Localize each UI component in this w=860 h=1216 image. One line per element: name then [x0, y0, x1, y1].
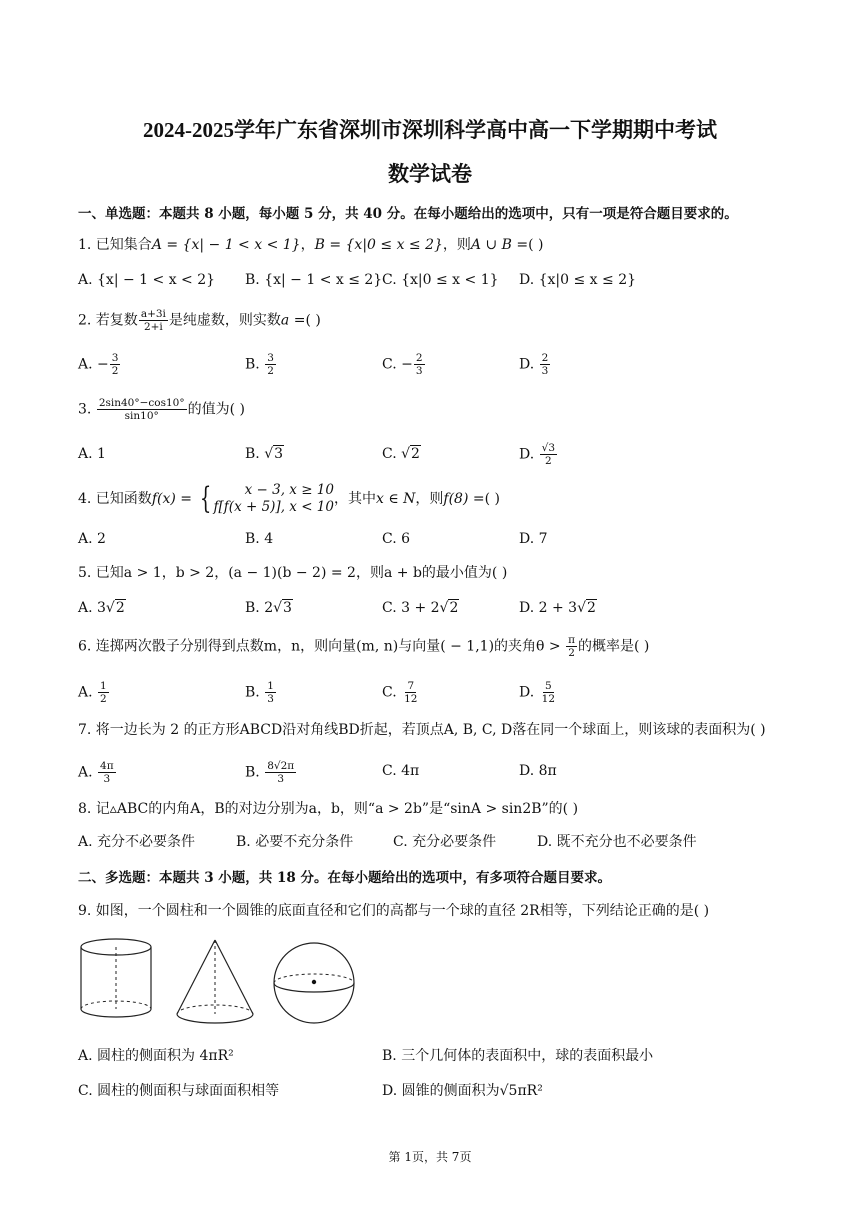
- q4-option-c: C. 6: [382, 531, 411, 547]
- q1-option-c: C. {x|0 ≤ x < 1}: [382, 272, 499, 288]
- q1-option-d: D. {x|0 ≤ x ≤ 2}: [519, 272, 637, 288]
- q4-option-a: A. 2: [78, 531, 106, 547]
- cylinder-figure: [76, 936, 156, 1024]
- question-4: 4. 已知函数f(x) = { x − 3, x ≥ 10 f[f(x + 5)], x < 10 ，其中x ∈ N，则f(8) =( ): [78, 481, 500, 516]
- q2-option-b: B. $\frac{3}{2}$: [245, 352, 274, 377]
- question-2: 2. 若复数 $\frac{a+3i}{2+i}$ 是纯虚数，则实数a =( ): [78, 308, 321, 333]
- question-5: 5. 已知a > 1，b > 2，(a − 1)(b − 2) = 2，则a + b的最小值为( ): [78, 565, 508, 581]
- q1-option-a: A. {x| − 1 < x < 2}: [78, 272, 216, 288]
- q4-option-d: D. 7: [519, 531, 548, 547]
- section-multi-choice-heading: 二、多选题：本题共 3 小题，共 18 分。在每小题给出的选项中，有多项符合题目要求。: [78, 870, 611, 886]
- exam-subtitle: 数学试卷: [388, 162, 472, 186]
- section-single-choice-heading: 一、单选题：本题共 8 小题，每小题 5 分，共 40 分。在每小题给出的选项中，只有一项是符合题目要求的。: [78, 206, 738, 222]
- q9-option-d: D. 圆锥的侧面积为√5πR²: [382, 1083, 543, 1099]
- q3-option-d: D. $\frac{√3}{2}$: [519, 442, 556, 467]
- q3-option-c: C. √2: [382, 446, 420, 462]
- question-3: 3. $\frac{2\sin 40^\circ-\cos 10^\circ}{\sin 10^\circ}$ 的值为( ): [78, 397, 245, 422]
- q5-option-a: A. 3√2: [78, 600, 125, 616]
- question-7: 7. 将一边长为 2 的正方形ABCD沿对角线BD折起，若顶点A, B, C, D落在同一个球面上，则该球的表面积为( ): [78, 722, 766, 738]
- q2-option-a: A. − $\frac{3}{2}$: [78, 352, 119, 377]
- exam-title: 2024-2025学年广东省深圳市深圳科学高中高一下学期期中考试: [143, 118, 717, 142]
- q7-option-c: C. 4π: [382, 763, 420, 779]
- question-6: 6. 连掷两次骰子分别得到点数m，n，则向量(m, n)与向量( − 1,1)的夹角θ > $\frac{\pi}{2}$ 的概率是( ): [78, 634, 650, 659]
- q4-option-b: B. 4: [245, 531, 274, 547]
- q7-option-a: A. $\frac{4\pi}{3}$: [78, 760, 114, 785]
- q6-option-a: A. $\frac{1}{2}$: [78, 680, 107, 705]
- q2-option-d: D. $\frac{2}{3}$: [519, 352, 549, 377]
- q9-option-c: C. 圆柱的侧面积与球面面积相等: [78, 1083, 280, 1099]
- q5-option-b: B. 2√3: [245, 600, 292, 616]
- q7-option-b: B. $\frac{8√2\pi}{3}$: [245, 760, 295, 785]
- page-footer: 第 1页，共 7页: [388, 1150, 472, 1164]
- q1-option-b: B. {x| − 1 < x ≤ 2}: [245, 272, 383, 288]
- q2-option-c: C. − $\frac{2}{3}$: [382, 352, 423, 377]
- q3-fraction: $\frac{2\sin 40^\circ-\cos 10^\circ}{\sin 10^\circ}$: [98, 397, 185, 422]
- q5-option-c: C. 3 + 2√2: [382, 600, 459, 616]
- cone-figure: [172, 936, 258, 1030]
- q8-option-b: B. 必要不充分条件: [236, 834, 354, 850]
- q6-option-d: D. $\frac{5}{12}$: [519, 680, 556, 705]
- question-8: 8. 记▵ABC的内角A，B的对边分别为a，b，则“a > 2b”是“sinA > sin2B”的( ): [78, 801, 579, 817]
- q8-option-a: A. 充分不必要条件: [78, 834, 196, 850]
- q6-option-b: B. $\frac{1}{3}$: [245, 680, 274, 705]
- q7-option-d: D. 8π: [519, 763, 557, 779]
- q9-option-a: A. 圆柱的侧面积为 4πR²: [78, 1048, 234, 1064]
- q2-fraction: $\frac{a+3i}{2+i}$: [140, 308, 166, 333]
- question-9: 9. 如图，一个圆柱和一个圆锥的底面直径和它们的高都与一个球的直径 2R相等，下列结论正确的是( ): [78, 903, 710, 919]
- question-1: 1. 已知集合A = {x| − 1 < x < 1}，B = {x|0 ≤ x ≤ 2}，则A ∪ B =( ): [78, 237, 544, 253]
- q4-piecewise: x − 3, x ≥ 10 f[f(x + 5)], x < 10: [213, 482, 334, 515]
- q8-option-c: C. 充分必要条件: [393, 834, 497, 850]
- q8-option-d: D. 既不充分也不必要条件: [537, 834, 697, 850]
- q3-option-a: A. 1: [78, 446, 106, 462]
- q6-option-c: C. $\frac{7}{12}$: [382, 680, 418, 705]
- q5-option-d: D. 2 + 3√2: [519, 600, 596, 616]
- q3-option-b: B. √3: [245, 446, 284, 462]
- q9-option-b: B. 三个几何体的表面积中，球的表面积最小: [382, 1048, 654, 1064]
- sphere-figure: [270, 939, 358, 1027]
